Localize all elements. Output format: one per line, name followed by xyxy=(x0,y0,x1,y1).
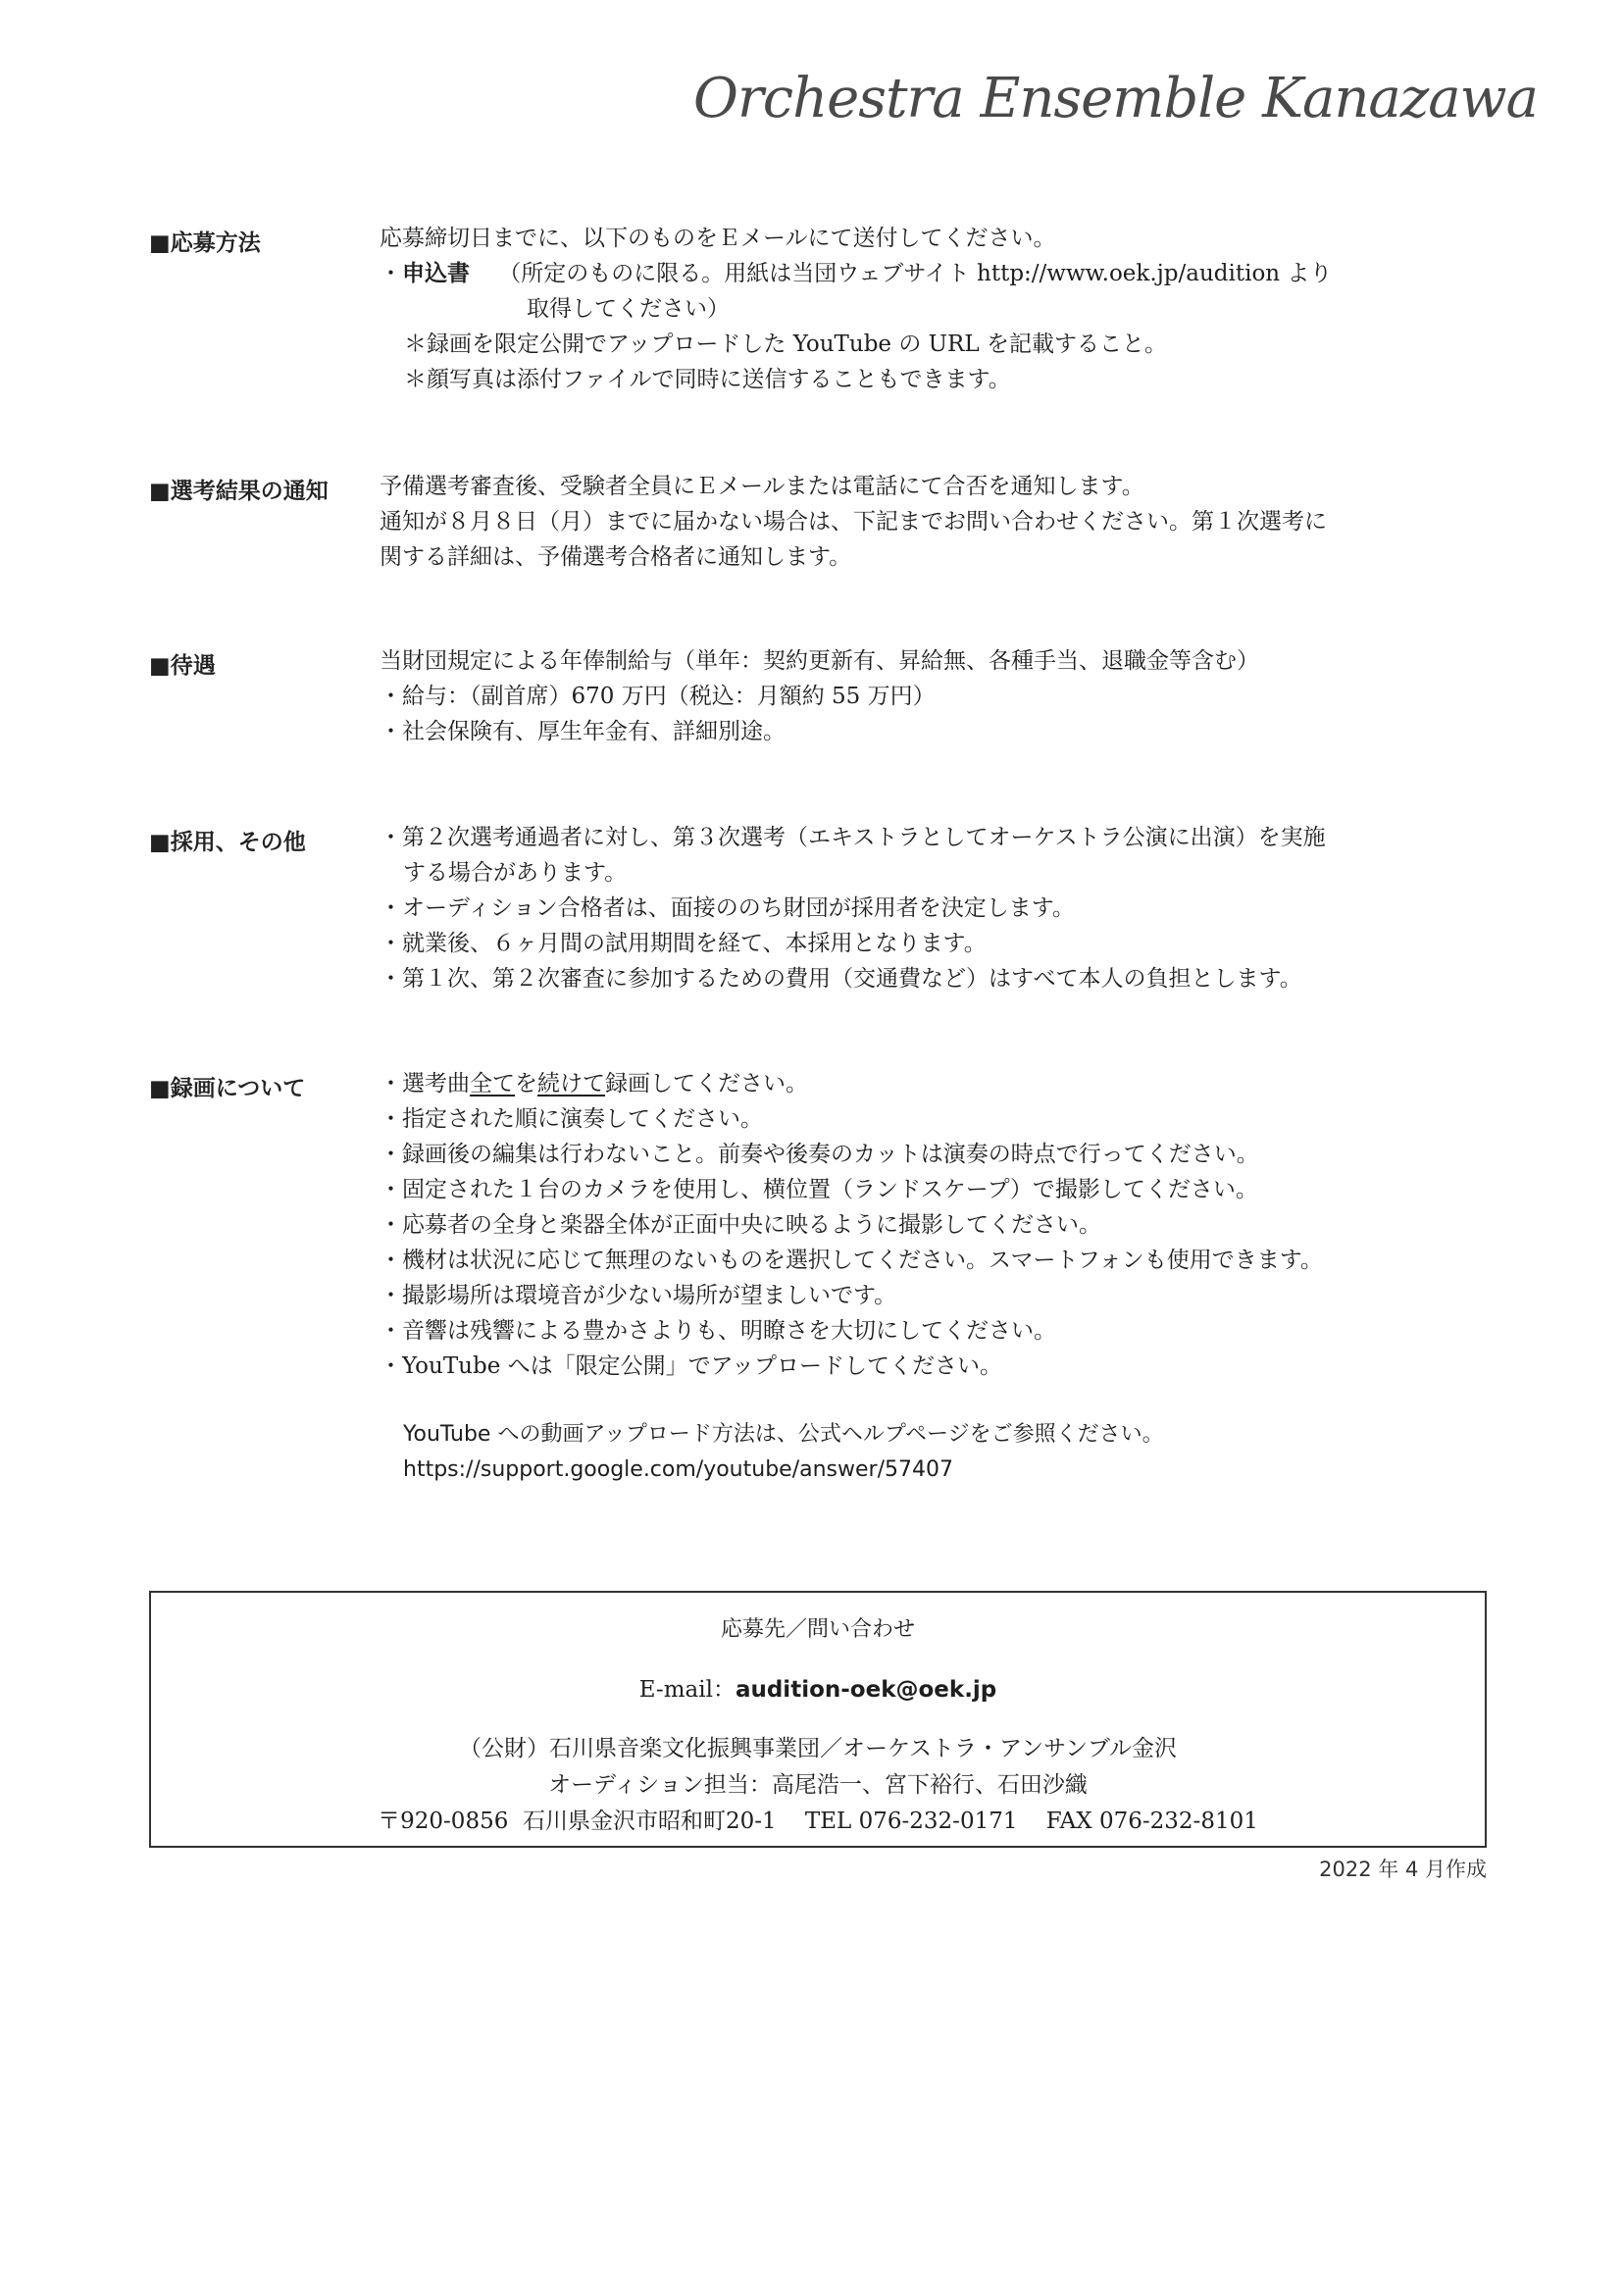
email-label: E-mail： xyxy=(638,1677,736,1703)
body-line: 当財団規定による年俸制給与（単年：契約更新有、昇給無、各種手当、退職金等含む） xyxy=(380,648,1259,674)
body-line: ・社会保険有、厚生年金有、詳細別途。 xyxy=(380,719,786,744)
body-line: ・指定された順に演奏してください。 xyxy=(380,1106,763,1132)
body-line: ・録画後の編集は行わないこと。前奏や後奏のカットは演奏の時点で行ってください。 xyxy=(380,1142,1259,1167)
contact-staff: オーディション担当：高尾浩一、宮下裕行、石田沙織 xyxy=(548,1772,1088,1798)
contact-address: 〒920-0856 石川県金沢市昭和町20-1 TEL 076-232-0171 FAX 076-232-8101 xyxy=(378,1809,1258,1834)
body-line: ・撮影場所は環境音が少ない場所が望ましいです。 xyxy=(380,1283,897,1308)
section-label: ■録画について xyxy=(149,1076,306,1101)
body-line: ・給与：（副首席）670 万円（税込：月額約 55 万円） xyxy=(380,684,936,709)
underlined-text: 全て xyxy=(470,1071,515,1096)
text-span: 録画してください。 xyxy=(605,1071,808,1096)
body-line: ・第２次選考通過者に対し、第３次選考（エキストラとしてオーケストラ公演に出演）を実施 xyxy=(380,825,1326,850)
contact-email-line xyxy=(151,1671,1485,1704)
form-name: 申込書 xyxy=(402,260,470,286)
help-url-link[interactable]: https://support.google.com/youtube/answer/57407 xyxy=(403,1457,953,1482)
body-line: する場合があります。 xyxy=(403,860,628,886)
underlined-text: 続けて xyxy=(537,1071,605,1096)
body-line: 関する詳細は、予備選考合格者に通知します。 xyxy=(380,544,852,570)
orchestra-logo: Orchestra Ensemble Kanazawa xyxy=(693,67,1538,130)
creation-date: 2022 年 4 月作成 xyxy=(1319,1858,1487,1881)
body-line: 通知が８月８日（月）までに届かない場合は、下記までお問い合わせください。第１次選考に xyxy=(380,509,1327,535)
text-span: ・選考曲 xyxy=(380,1071,470,1096)
body-line: ・機材は状況に応じて無理のないものを選択してください。スマートフォンも使用できます。 xyxy=(380,1248,1323,1273)
body-line: ・固定された１台のカメラを使用し、横位置（ランドスケープ）で撮影してください。 xyxy=(380,1177,1258,1202)
section-label: ■待遇 xyxy=(149,653,216,679)
contact-heading: 応募先／問い合わせ xyxy=(720,1617,915,1642)
section-label: ■採用、その他 xyxy=(149,830,306,855)
contact-box xyxy=(149,1591,1487,1848)
form-item-line xyxy=(380,256,1439,291)
body-line: ・YouTube へは「限定公開」でアップロードしてください。 xyxy=(380,1353,1003,1379)
email-link[interactable]: audition-oek@oek.jp xyxy=(735,1677,997,1703)
note-line: ＊録画を限定公開でアップロードした YouTube の URL を記載すること。 xyxy=(404,331,1167,357)
note-line: ＊顔写真は添付ファイルで同時に送信することもできます。 xyxy=(404,367,1011,392)
form-note: （所定のものに限る。用紙は当団ウェブサイト http://www.oek.jp/audition より xyxy=(498,261,1333,286)
body-line: ・応募者の全身と楽器全体が正面中央に映るように撮影してください。 xyxy=(380,1212,1101,1238)
body-line: 取得してください） xyxy=(527,296,730,322)
contact-org: （公財）石川県音楽文化振興事業団／オーケストラ・アンサンブル金沢 xyxy=(458,1736,1178,1761)
bullet: ・ xyxy=(380,261,402,286)
help-text: YouTube への動画アップロード方法は、公式ヘルプページをご参照ください。 xyxy=(403,1422,1164,1447)
text-span: を xyxy=(515,1071,537,1096)
body-line: 予備選考審査後、受験者全員にＥメールまたは電話にて合否を通知します。 xyxy=(380,474,1144,499)
section-label: ■応募方法 xyxy=(149,230,261,256)
section-label: ■選考結果の通知 xyxy=(149,479,329,504)
body-line: ・就業後、６ヶ月間の試用期間を経て、本採用となります。 xyxy=(380,931,987,956)
body-line: ・第１次、第２次審査に参加するための費用（交通費など）はすべて本人の負担とします。 xyxy=(380,966,1302,992)
body-line: 応募締切日までに、以下のものをＥメールにて送付してください。 xyxy=(380,226,1056,251)
body-line: ・音響は残響による豊かさよりも、明瞭さを大切にしてください。 xyxy=(380,1318,1056,1344)
body-line xyxy=(380,1066,1439,1101)
body-line: ・オーディション合格者は、面接ののち財団が採用者を決定します。 xyxy=(380,895,1075,921)
